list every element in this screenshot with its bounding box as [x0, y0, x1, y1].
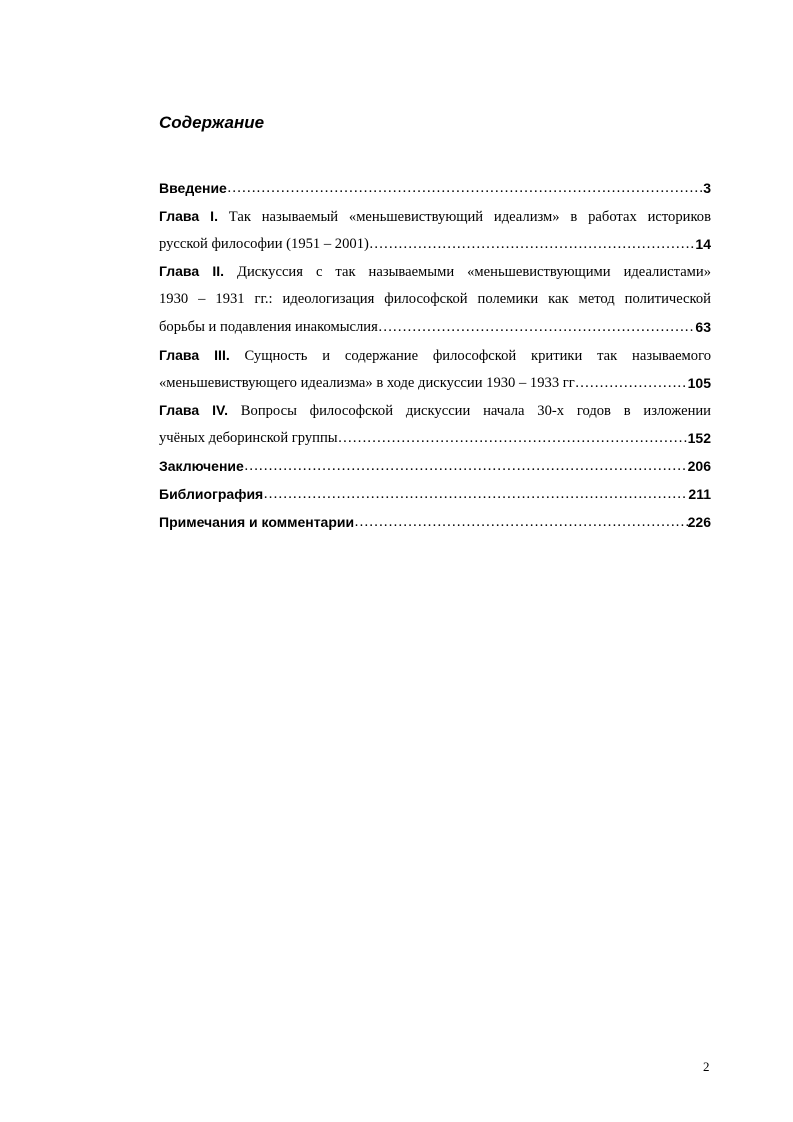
entry-text: борьбы и подавления инакомыслия [159, 318, 378, 335]
entry-page: 226 [687, 513, 711, 530]
toc-entry-chapter-2-last[interactable] [159, 314, 711, 342]
toc-entry-chapter-1-line[interactable] [159, 203, 711, 231]
entry-text: русской философии (1951 – 2001) [159, 235, 369, 252]
entry-heading: Глава IV. [159, 402, 228, 419]
toc-entry-chapter-4-line[interactable] [159, 397, 711, 425]
dot-leader [263, 481, 688, 509]
entry-text: «меньшевиствующего идеализма» в ходе дискуссии 1930 – 1933 гг [159, 374, 575, 391]
entry-text: 1930 – 1931 гг.: идеологизация философской полемики как метод политической [159, 291, 711, 308]
toc-entry-chapter-4-last[interactable] [159, 425, 711, 453]
entry-heading: Глава I. [159, 207, 218, 224]
entry-page: 152 [687, 430, 711, 447]
entry-page: 206 [687, 457, 711, 474]
entry-heading: Введение [159, 180, 227, 196]
entry-heading: Глава II. [159, 263, 225, 280]
entry-text: Дискуссия с так называемыми «меньшевиствующими идеалистами» [224, 264, 711, 281]
toc-entry-chapter-1-last[interactable] [159, 231, 711, 259]
dot-leader [244, 453, 688, 481]
toc-entry-chapter-2-line[interactable] [159, 286, 711, 314]
toc-title: Содержание [159, 113, 265, 132]
entry-page: 63 [695, 318, 711, 335]
dot-leader [369, 231, 696, 259]
dot-leader [575, 370, 688, 398]
entry-page: 105 [687, 374, 711, 391]
toc-entry-notes[interactable] [159, 509, 711, 537]
entry-page: 3 [703, 180, 711, 196]
toc-entry-introduction[interactable] [159, 175, 711, 203]
toc-entry-chapter-3-line[interactable] [159, 342, 711, 370]
dot-leader [378, 314, 696, 342]
toc-entry-chapter-3-last[interactable] [159, 370, 711, 398]
entry-text: учёных деборинской группы [159, 430, 338, 447]
entry-text: Так называемый «меньшевиствующий идеализм» в работах историков [217, 208, 711, 225]
toc-entry-chapter-2-line[interactable] [159, 258, 711, 286]
entry-heading: Библиография [159, 485, 264, 502]
dot-leader [354, 509, 688, 537]
toc-entry-conclusion[interactable] [159, 453, 711, 481]
dot-leader [227, 175, 703, 203]
toc-entry-bibliography[interactable] [159, 481, 711, 509]
dot-leader [338, 425, 688, 453]
entry-page: 14 [695, 235, 711, 252]
entry-text: Вопросы философской дискуссии начала 30-х годов в изложении [228, 403, 711, 420]
entry-heading: Заключение [159, 457, 244, 474]
table-of-contents [159, 175, 711, 536]
entry-heading: Примечания и комментарии [159, 513, 355, 530]
entry-page: 211 [688, 485, 711, 502]
entry-text: Сущность и содержание философской критики так называемого [229, 347, 711, 364]
page-number: 2 [703, 1059, 710, 1074]
entry-heading: Глава III. [159, 346, 230, 363]
